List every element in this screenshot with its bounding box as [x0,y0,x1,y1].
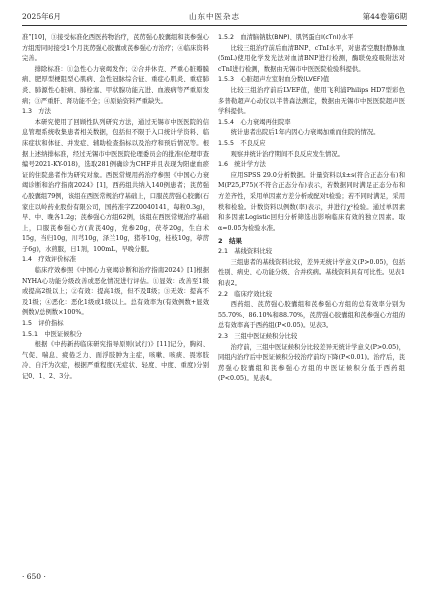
paragraph: 排除标准：①急性心力衰竭发作；②合并休克、严重心脏瓣膜病、肥厚型梗阻型心肌病、急性冠脉综合征、重症心肌炎、重症肺炎、肺源性心脏病、肺栓塞、甲状腺功能亢进、血液病等严重原发病；③严重肝、肾功能不全；④原始资料严重缺失。 [22,65,209,105]
paragraph: 统计患者出院后1年内因心力衰竭加重而住院的情况。 [230,129,380,137]
right-column [218,33,405,385]
paragraph: 西药组、芪苈强心胶囊组和芪参强心方组的总有效率分别为55.70%、86.10%和88.70%，芪苈强心胶囊组和芪参强心方组的总有效率高于西药组(P<0.05)。见表3。 [218,301,405,330]
section-heading: 2 结果 [218,237,243,246]
paragraph: 治疗前，三组中医证候积分比较差异无统计学意义(P>0.05)，同组内治疗后中医证候积分较治疗前均下降(P<0.01)。治疗后，芪苈强心胶囊组和芪参强心方组的中医证候积分低于西药组(P<0.05)。见表4。 [218,343,405,383]
section-heading: 2.1 基线资料比较 [218,248,273,256]
header-journal: 山东中医杂志 [189,12,240,21]
section-heading: 2.2 临床疗效比较 [218,290,273,298]
header-date: 2025年6月 [22,12,61,21]
paragraph: 本研究使用了回顾性队列研究方法，通过无锡市中医医院的信息管理系统收集患者相关数据，包括但不限于入口统计学资料、临床症状和体征、并发症、辅助检查指标以及治疗和预后情况等。根据上述纳排标准，经过无锡市中医医院伦理委员会的批准(伦理审查编号2021-KY-018)，选取281例确诊为CHF并且表现为阳虚血瘀证的住院患者作为研究对象。西医常规用药治疗参照《中国心力衰竭诊断和治疗指南2024》[1]，西药组共纳入140例患者；芪苈强心胶囊组79例，该组在西医常规治疗基础上，口服芪苈强心胶囊(石家庄以岭药业股份有限公司，国药准字Z20040141，每粒0.3g)，早、中、晚各1.2g；芪参强心方组62例，该组在西医常规治疗基础上，口服芪参强心方(黄芪40g，党参20g，茯苓20g，生白术15g，当归10g，川芎10g，泽兰10g，猪苓10g，桂枝10g，葶苈子6g)，水煎服，日1剂，100mL，早晚分服。 [22,118,209,253]
section-heading: 1.5.2 血清脑钠肽(BNP)、肌钙蛋白I(cTnI)水平 [218,34,354,41]
paragraph: 应用SPSS 29.0分析数据。计量资料以x̄±s(符合正态分布)和M(P25,P75)(不符合正态分布)表示，若数据同时满足正态分布和方差齐性，采用单因素方差分析或配对t检验；若不同时满足，采用秩和检验。计数资料以例数(率)表示，并进行χ²检验。通过单因素和多因素Logistic回归分析筛选出影响临床有效的独立因素。取α=0.05为检验水准。 [218,171,405,232]
paragraph: 根据《中药新药临床研究指导原则(试行)》[11]记分，胸闷、气促、喘息、疲倦乏力、面浮肢肿为主症，咳嗽、咳痰、畏寒肢冷、自汗为次症，根据严重程度(无症状、轻度、中度、重度)分别记0、1、2、3分。 [22,341,209,380]
section-heading: 1.5.3 心脏超声左室射血分数(LVEF)值 [218,76,330,84]
section-heading: 1.4 疗效评价标准 [22,256,77,264]
paragraph: 准”[10]，③接受标准化西医药物治疗，芪苈强心胶囊组和芪参强心方组需同时接受1个月芪苈强心胶囊或芪参强心方治疗；④临床资料完善。 [22,34,209,63]
header-volume: 第44卷第6期 [362,12,407,21]
left-column [22,33,209,383]
running-header [22,11,407,26]
section-heading: 1.5.1 中医证候积分 [22,330,83,338]
section-heading: 1.5.4 心力衰竭再住院率 [218,118,291,126]
paragraph: 观察并统计治疗期间不良反应发生情况。 [230,150,344,158]
page-number: · 650 · [22,572,46,581]
section-heading: 1.5.5 不良反应 [218,139,266,147]
section-heading: 1.6 统计学方法 [218,161,266,169]
paragraph: 比较三组治疗前后血清BNP、cTnI水平，对患者空腹肘静脉血(5mL)使用化学发光法对血清BNP进行检测，酶联免疫吸附法对cTnI进行检测，数据由无锡市中医医院检验科提供。 [218,44,405,73]
section-heading: 1.3 方法 [22,108,51,116]
paragraph: 三组患者的基线资料比较，差异无统计学意义(P>0.05)，包括性别、病史、心功能分级、合并疾病。基线资料具有可比性。见表1和表2。 [218,258,405,288]
paragraph: 比较三组治疗前后LVEF值，使用飞利浦Philips HD7型彩色多普勒超声心动仪以半普森法测定，数据由无锡市中医医院超声医学科提供。 [218,86,405,116]
section-heading: 1.5 评价指标 [22,320,64,328]
section-heading: 2.3 三组中医证候积分比较 [218,333,298,341]
paragraph: 临床疗效参照《中国心力衰竭诊断和治疗指南2024》[1]根据NYHA心功能分级改善或恶化情况进行评估。①显效：改善至1级或提高2级以上；②有效：提高1级，但不及Ⅱ级；③无效：提高不及1级；④恶化：恶化1级或1级以上。总有效率为(有效例数+显效例数)/总例数×100%。 [22,267,209,317]
